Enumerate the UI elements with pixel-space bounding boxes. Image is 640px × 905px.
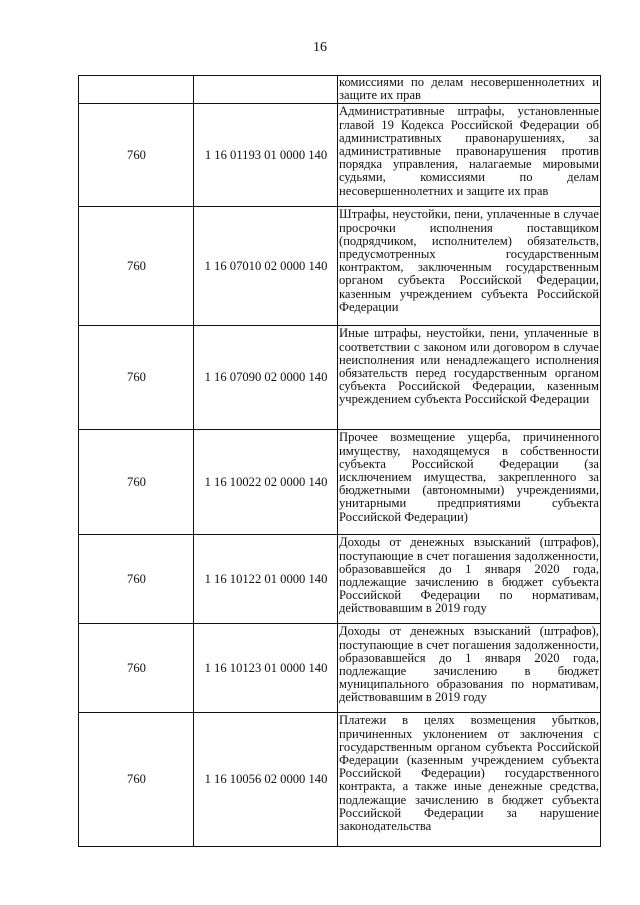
budget-code-cell: 1 16 10122 01 0000 140 <box>194 535 338 624</box>
table-row <box>79 326 601 430</box>
description-cell: Иные штрафы, неустойки, пени, уплаченные в соответствии с законом или договором в случае неисполнения или ненадлежащего исполнения обязательств перед государственным органом субъекта Российской Федерации, казенным учреждением субъекта Российской Федерации <box>338 326 601 430</box>
admin-code-cell: 760 <box>79 430 194 535</box>
table-row <box>79 104 601 207</box>
description-cell: комиссиями по делам несовершеннолетних и защите их прав <box>339 75 599 103</box>
budget-code-cell: 1 16 10123 01 0000 140 <box>194 624 338 713</box>
description-cell: Доходы от денежных взысканий (штрафов), поступающие в счет погашения задолженности, образовавшейся до 1 января 2020 года, подлежащие зачислению в бюджет муниципального образования по нормативам, действовавшим в 2019 году <box>338 624 601 713</box>
table-row <box>79 713 601 847</box>
admin-code-cell: 760 <box>79 207 194 326</box>
budget-code-cell: 1 16 10056 02 0000 140 <box>194 713 338 847</box>
admin-code-cell: 760 <box>79 326 194 430</box>
table-row <box>79 624 601 713</box>
budget-code-cell: 1 16 10022 02 0000 140 <box>194 430 338 535</box>
budget-code-cell: 1 16 01193 01 0000 140 <box>194 104 338 207</box>
table-row <box>79 430 601 535</box>
admin-code-cell: 760 <box>79 624 194 713</box>
admin-code-cell: 760 <box>79 104 194 207</box>
admin-code-cell <box>79 76 194 104</box>
description-cell: Штрафы, неустойки, пени, уплаченные в случае просрочки исполнения поставщиком (подрядчиком, исполнителем) обязательств, предусмотренных государственным контрактом, заключенным государственным органом субъекта Российской Федерации, казенным учреждением субъекта Российской Федерации <box>338 207 601 326</box>
budget-code-cell: 1 16 07090 02 0000 140 <box>194 326 338 430</box>
revenue-codes-table <box>78 75 601 847</box>
table-row <box>79 535 601 624</box>
table-row <box>79 76 601 104</box>
description-cell: Административные штрафы, установленные главой 19 Кодекса Российской Федерации об административных правонарушениях, за административные правонарушения против порядка управления, налагаемые мировыми судьями, комиссиями по делам несовершеннолетних и защите их прав <box>338 104 601 207</box>
budget-code-cell: 1 16 07010 02 0000 140 <box>194 207 338 326</box>
description-cell: Доходы от денежных взысканий (штрафов), поступающие в счет погашения задолженности, образовавшейся до 1 января 2020 года, подлежащие зачислению в бюджет субъекта Российской Федерации по нормативам, действовавшим в 2019 году <box>338 535 601 624</box>
description-cell: Прочее возмещение ущерба, причиненного имуществу, находящемуся в собственности субъекта Российской Федерации (за исключением имущества, закрепленного за бюджетными (автономными) учреждениями, унитарными предприятиями субъекта Российской Федерации) <box>338 430 601 535</box>
page-number: 16 <box>313 40 327 55</box>
admin-code-cell: 760 <box>79 713 194 847</box>
table-row <box>79 207 601 326</box>
description-cell: Платежи в целях возмещения убытков, причиненных уклонением от заключения с государственным органом субъекта Российской Федерации (казенным учреждением субъекта Российской Федерации) государственного контракта, а также иные денежные средства, подлежащие зачислению в бюджет субъекта Российской Федерации за нарушение законодательства <box>338 713 601 847</box>
budget-code-cell <box>194 76 338 104</box>
admin-code-cell: 760 <box>79 535 194 624</box>
